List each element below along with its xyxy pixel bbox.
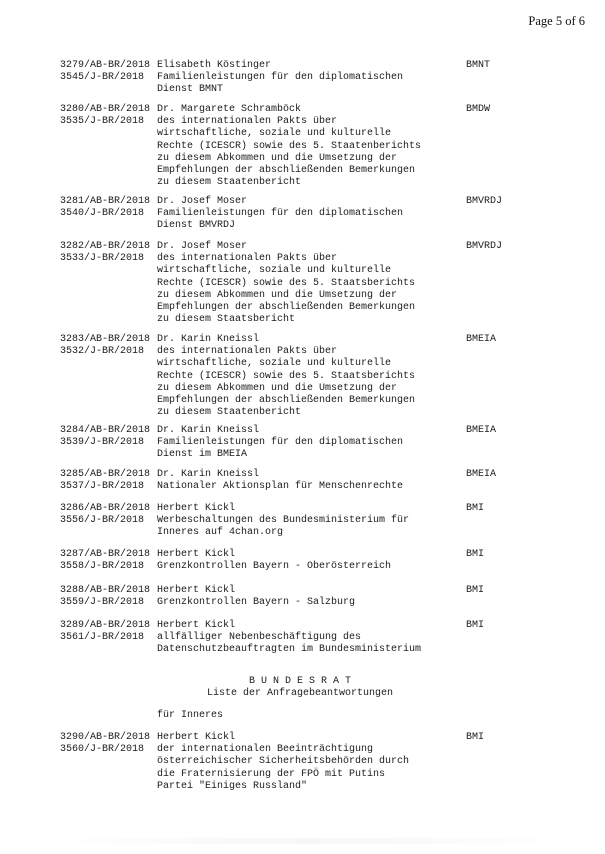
subject-line: des internationalen Pakts über [157,253,338,265]
subject-line: Empfehlungen der abschließenden Bemerkungen [157,394,416,406]
subject-line: Dienst BMVRDJ [157,220,236,232]
subject-line: zu diesem Staatsbericht [157,314,296,326]
answer-number: 3283/AB-BR/2018 [60,334,151,345]
subject-line: Familienleistungen für den diplomatischen [157,208,404,220]
minister-name: Herbert Kickl [157,620,236,631]
subject-line: Partei "Einiges Russland" [157,780,308,792]
minister-name: Herbert Kickl [157,503,236,514]
answer-number: 3286/AB-BR/2018 [60,503,151,514]
page-number: Page 5 of 6 [528,14,585,28]
entry-ids [60,585,158,609]
entry-ids [60,732,158,756]
entry-text [157,732,457,793]
answer-number: 3279/AB-BR/2018 [60,60,151,71]
entry-ids [60,60,158,84]
section-subtitle: Liste der Anfragebeantwortungen [206,688,394,699]
question-number: 3559/J-BR/2018 [60,597,145,609]
subject-line: allfälliger Nebenbeschäftigung des [157,632,362,644]
ministry-code: BMI [466,620,485,631]
ministry-code: BMI [466,732,485,743]
minister-name: Dr. Karin Kneissl [157,469,260,480]
subject-line: zu diesem Abkommen und die Umsetzung der [157,382,398,394]
scan-smudge [30,838,590,844]
subject-line: Nationaler Aktionsplan für Menschenrechte [157,481,404,493]
subject-line: wirtschaftliche, soziale und kulturelle [157,128,392,140]
subject-line: Datenschutzbeauftragten im Bundesministerium [157,644,422,656]
entry-ids [60,549,158,573]
question-number: 3545/J-BR/2018 [60,72,145,84]
section-title: B U N D E S R A T [248,676,352,687]
subject-line: zu diesem Abkommen und die Umsetzung der [157,152,398,164]
subject-line: Familienleistungen für den diplomatischen [157,72,404,84]
entry-text [157,60,457,97]
minister-name: Herbert Kickl [157,549,236,560]
subject-line: Werbeschaltungen des Bundesministerium für [157,515,410,527]
subject-line: Grenzkontrollen Bayern - Oberösterreich [157,561,392,573]
entry-text [157,585,457,609]
entry-text [157,196,457,233]
ministry-code: BMI [466,585,485,596]
minister-name: Herbert Kickl [157,732,236,743]
minister-name: Dr. Josef Moser [157,241,248,252]
subject-line: Empfehlungen der abschließenden Bemerkungen [157,164,416,176]
question-number: 3558/J-BR/2018 [60,561,145,573]
subject-line: zu diesem Staatenbericht [157,177,302,189]
ministry-code: BMEIA [466,469,497,480]
question-number: 3556/J-BR/2018 [60,515,145,527]
subject-line: des internationalen Pakts über [157,116,338,128]
answer-number: 3290/AB-BR/2018 [60,732,151,743]
entry-ids [60,196,158,220]
subject-line: Dienst BMNT [157,84,224,96]
answer-number: 3281/AB-BR/2018 [60,196,151,207]
entry-text [157,334,457,419]
subject-line: Familienleistungen für den diplomatischen [157,437,404,449]
subject-line: des internationalen Pakts über [157,346,338,358]
entry-text [157,104,457,189]
entry-text [157,241,457,326]
minister-name: Dr. Karin Kneissl [157,334,260,345]
question-number: 3560/J-BR/2018 [60,744,145,756]
subject-line: Dienst im BMEIA [157,449,248,461]
answer-number: 3284/AB-BR/2018 [60,425,151,436]
answer-number: 3280/AB-BR/2018 [60,104,151,115]
question-number: 3533/J-BR/2018 [60,253,145,265]
entry-text [157,469,457,493]
subject-line: die Fraternisierung der FPÖ mit Putins [157,768,386,780]
subject-line: zu diesem Staatenbericht [157,407,302,419]
entry-ids [60,469,158,493]
subject-line: österreichischer Sicherheitsbehörden durch [157,756,410,768]
question-number: 3561/J-BR/2018 [60,632,145,644]
section-category: für Inneres [157,710,224,721]
subject-line: Inneres auf 4chan.org [157,527,284,539]
minister-name: Dr. Margarete Schramböck [157,104,302,115]
entry-text [157,620,457,657]
subject-line: Empfehlungen der abschließenden Bemerkungen [157,301,416,313]
question-number: 3540/J-BR/2018 [60,208,145,220]
answer-number: 3282/AB-BR/2018 [60,241,151,252]
answer-number: 3287/AB-BR/2018 [60,549,151,560]
entry-ids [60,620,158,644]
ministry-code: BMNT [466,60,491,71]
ministry-code: BMDW [466,104,491,115]
entry-text [157,549,457,573]
ministry-code: BMVRDJ [466,241,503,252]
entry-ids [60,104,158,128]
subject-line: zu diesem Abkommen und die Umsetzung der [157,289,398,301]
answer-number: 3288/AB-BR/2018 [60,585,151,596]
question-number: 3539/J-BR/2018 [60,437,145,449]
answer-number: 3289/AB-BR/2018 [60,620,151,631]
subject-line: Rechte (ICESCR) sowie des 5. Staatenberichts [157,140,422,152]
ministry-code: BMEIA [466,334,497,345]
subject-line: Rechte (ICESCR) sowie des 5. Staatsberichts [157,370,416,382]
entry-ids [60,241,158,265]
ministry-code: BMEIA [466,425,497,436]
entry-ids [60,425,158,449]
minister-name: Dr. Karin Kneissl [157,425,260,436]
entry-text [157,503,457,540]
question-number: 3535/J-BR/2018 [60,116,145,128]
answer-number: 3285/AB-BR/2018 [60,469,151,480]
subject-line: wirtschaftliche, soziale und kulturelle [157,265,392,277]
subject-line: der internationalen Beeinträchtigung [157,744,374,756]
minister-name: Dr. Josef Moser [157,196,248,207]
question-number: 3537/J-BR/2018 [60,481,145,493]
minister-name: Herbert Kickl [157,585,236,596]
entry-ids [60,334,158,358]
subject-line: Grenzkontrollen Bayern - Salzburg [157,597,356,609]
ministry-code: BMI [466,549,485,560]
minister-name: Elisabeth Köstinger [157,60,272,71]
subject-line: Rechte (ICESCR) sowie des 5. Staatsberichts [157,277,416,289]
entry-text [157,425,457,462]
subject-line: wirtschaftliche, soziale und kulturelle [157,358,392,370]
ministry-code: BMVRDJ [466,196,503,207]
question-number: 3532/J-BR/2018 [60,346,145,358]
ministry-code: BMI [466,503,485,514]
entry-ids [60,503,158,527]
